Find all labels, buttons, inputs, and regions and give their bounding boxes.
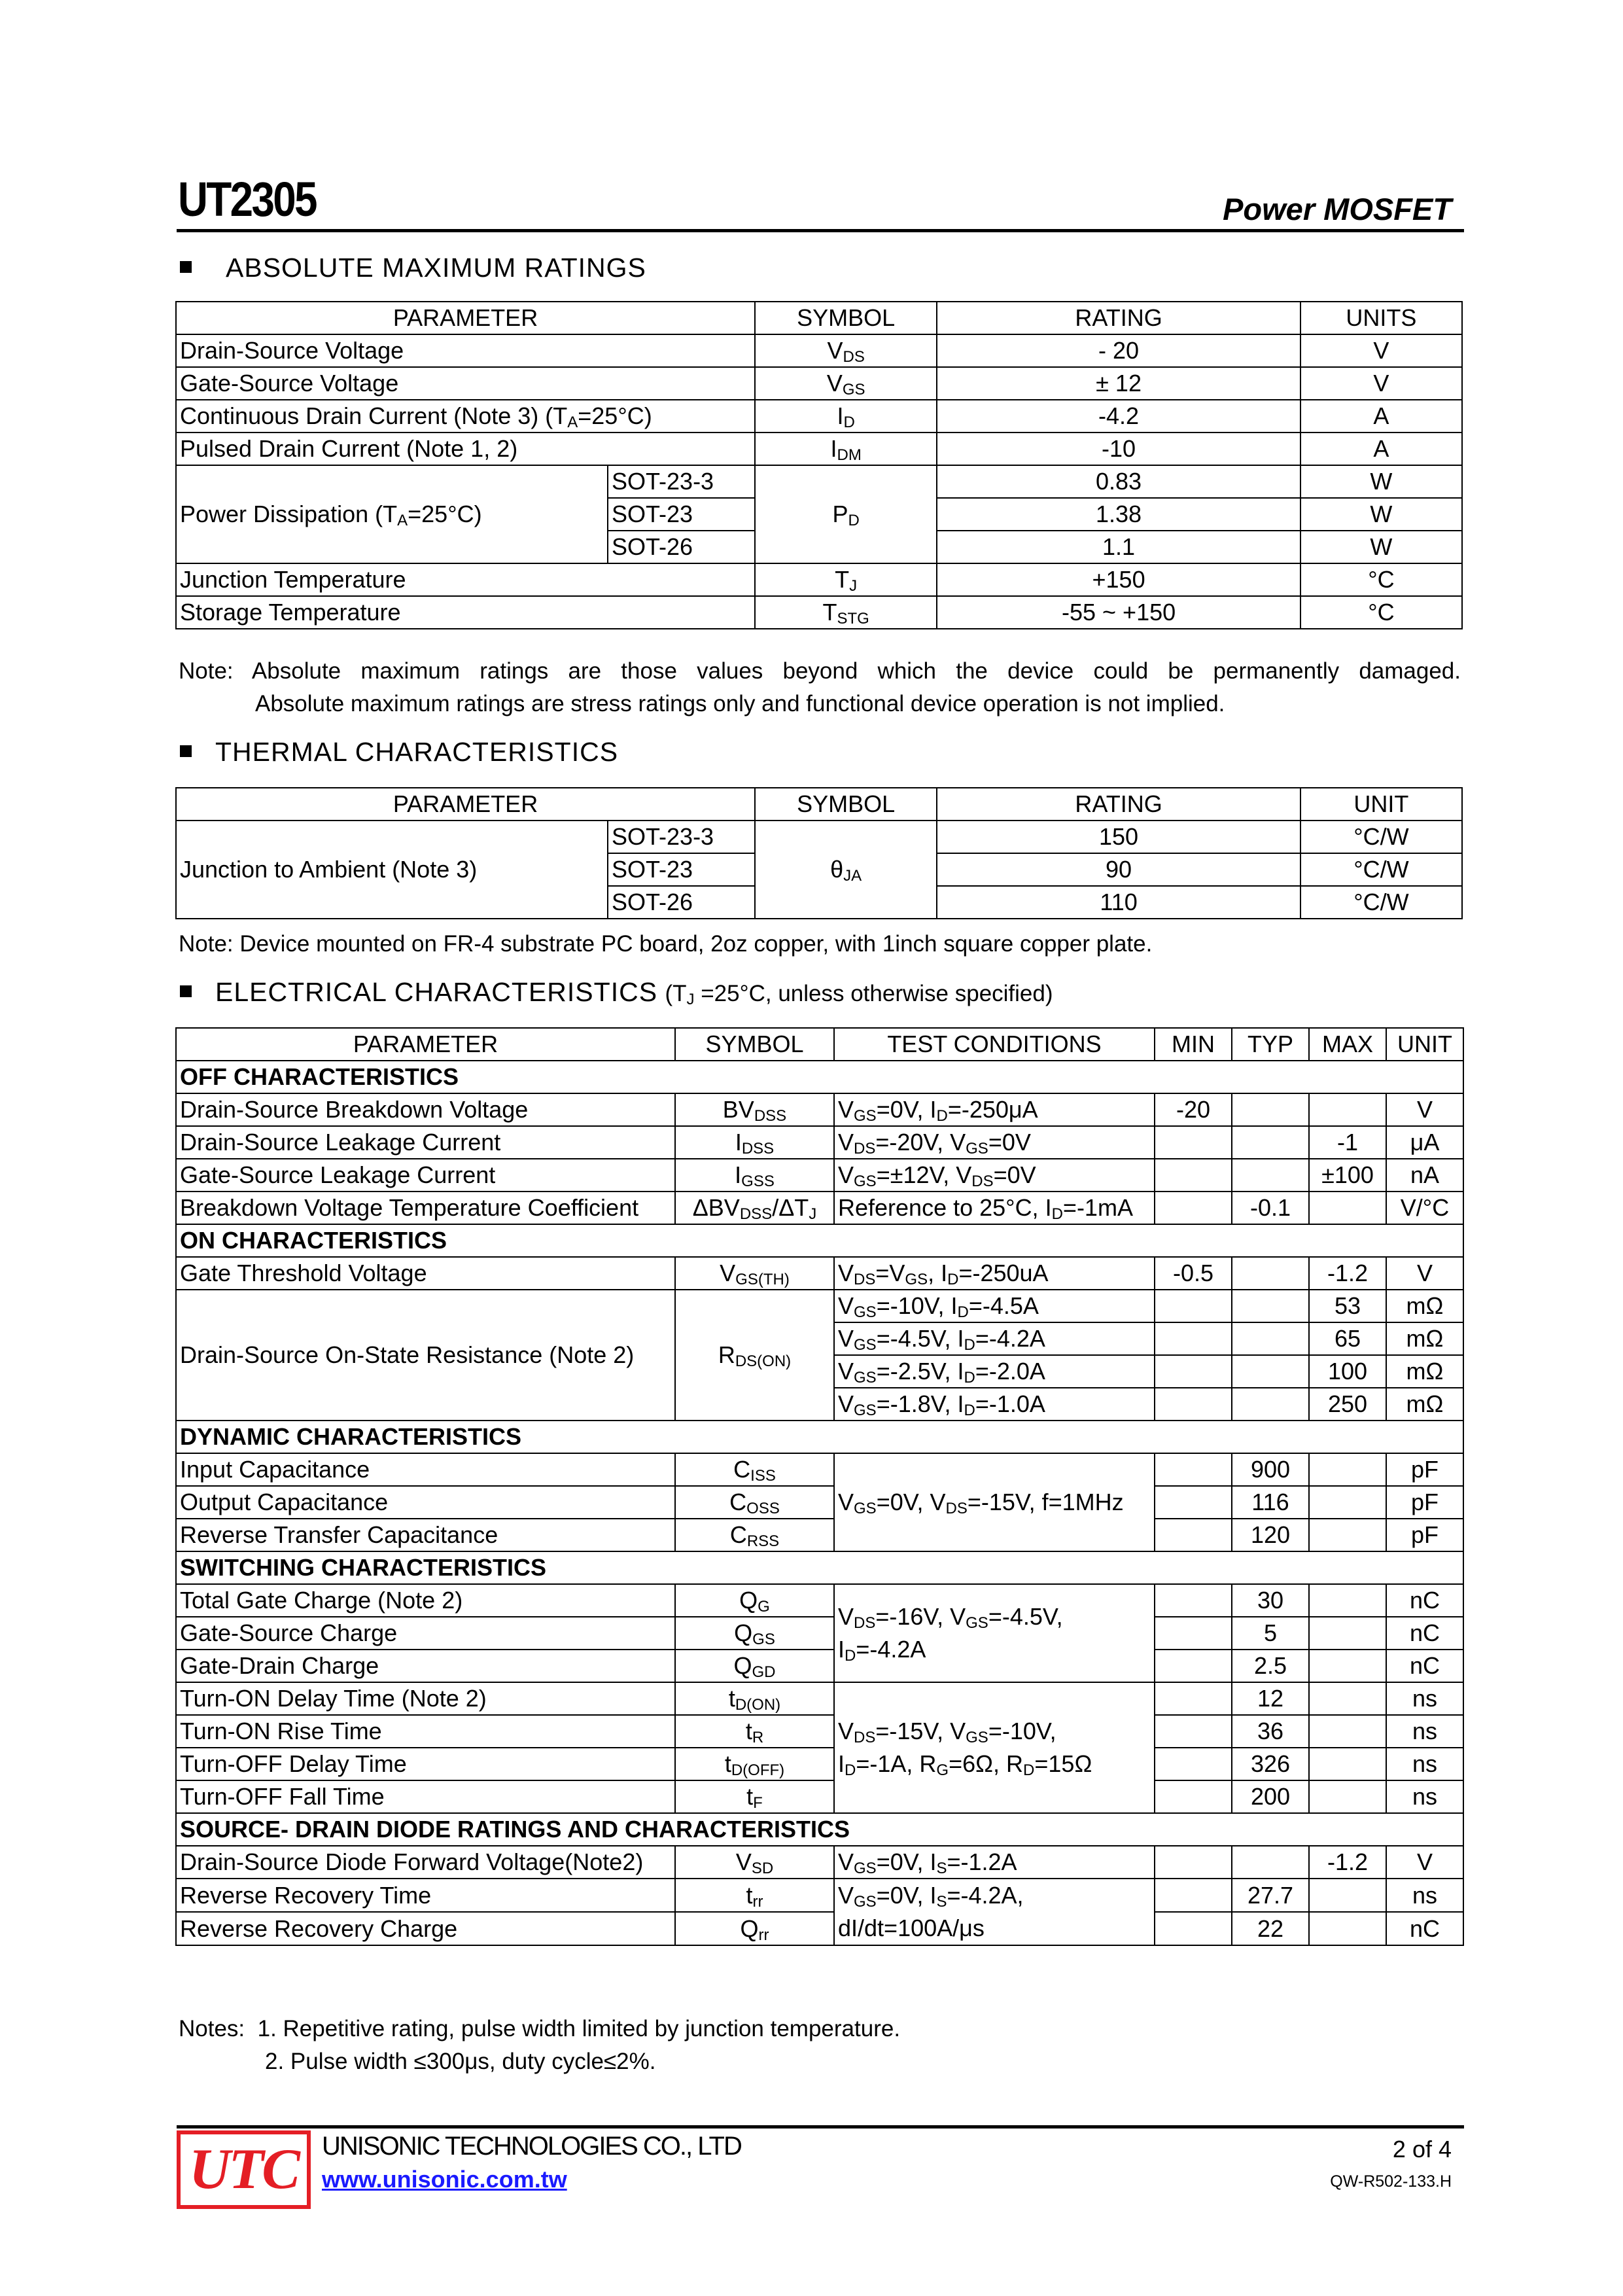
table-row: Gate Threshold Voltage $V_{GS(TH)}$ $V_{DS}=V_{GS}$, $I_D=-250uA$ -0.5 -1.2 V <box>176 1257 1463 1290</box>
table-header-row: PARAMETER SYMBOL RATING UNITS <box>176 302 1462 334</box>
table-row: Drain-Source Voltage $V_{DS}$ - 20 V <box>176 334 1462 367</box>
category-row-on: ON CHARACTERISTICS <box>176 1224 1463 1257</box>
bullet-icon <box>180 261 192 273</box>
bullet-icon <box>180 985 192 997</box>
part-number: UT2305 <box>178 172 316 226</box>
section-title-electrical: ELECTRICAL CHARACTERISTICS ($T_J =25^\circ C$, unless otherwise specified) <box>180 977 1053 1008</box>
table-row: SOT-26 1.1 W <box>176 531 1462 563</box>
table-row: Reverse Transfer Capacitance $C_{RSS}$ 120 pF <box>176 1519 1463 1551</box>
table-row: Junction to Ambient (Note 3) SOT-23-3 $\theta_{JA}$ 150 °C/W <box>176 821 1462 853</box>
company-name: UNISONIC TECHNOLOGIES CO., LTD <box>322 2132 741 2161</box>
electrical-note-1: Notes: 1. Repetitive rating, pulse width limited by junction temperature. <box>179 2016 901 2041</box>
category-row-off: OFF CHARACTERISTICS <box>176 1061 1463 1093</box>
table-row: Power Dissipation $(T_A=25^\circ C)$ SOT-23-3 $P_D$ 0.83 W <box>176 465 1462 498</box>
table-row: Drain-Source On-State Resistance (Note 2) $R_{DS(ON)}$ $V_{GS}=-10V$, $I_D=-4.5A$ 53 mΩ <box>176 1290 1463 1322</box>
absolute-max-table <box>175 301 1463 629</box>
table-row: Turn-OFF Fall Time $t_F$ 200 ns <box>176 1780 1463 1813</box>
category-row-switching: SWITCHING CHARACTERISTICS <box>176 1551 1463 1584</box>
table-row: Gate-Source Charge $Q_{GS}$ 5 nC <box>176 1617 1463 1650</box>
table-row: Turn-OFF Delay Time $t_{D(OFF)}$ 326 ns <box>176 1748 1463 1780</box>
section-title-thermal: THERMAL CHARACTERISTICS <box>180 737 618 768</box>
company-website-link[interactable]: www.unisonic.com.tw <box>322 2166 567 2193</box>
table-row: Turn-ON Rise Time $t_R$ 36 ns <box>176 1715 1463 1748</box>
category-row-dynamic: DYNAMIC CHARACTERISTICS <box>176 1421 1463 1453</box>
table-row: Drain-Source Diode Forward Voltage(Note2) $V_{SD}$ $V_{GS}=0V$, $I_S=-1.2A$ -1.2 V <box>176 1846 1463 1879</box>
document-number: QW-R502-133.H <box>1330 2172 1452 2191</box>
absolute-max-note-line-2: Absolute maximum ratings are stress ratings only and functional device operation is not implied. <box>255 691 1225 716</box>
table-row: Output Capacitance $C_{OSS}$ 116 pF <box>176 1486 1463 1519</box>
thermal-table <box>175 787 1463 919</box>
category-row-diode: SOURCE- DRAIN DIODE RATINGS AND CHARACTERISTICS <box>176 1813 1463 1846</box>
table-row: Junction Temperature $T_J$ +150 °C <box>176 563 1462 596</box>
bullet-icon <box>180 745 192 757</box>
table-row: Total Gate Charge (Note 2) $Q_G$ $V_{DS}=-16V$, $V_{GS}=-4.5V$, $I_D=-4.2A$ 30 nC <box>176 1584 1463 1617</box>
table-row: Turn-ON Delay Time (Note 2) $t_{D(ON)}$ $V_{DS}=-15V$, $V_{GS}=-10V$, $I_D=-1A$, $R_G=6\Omega$, $R_D=15\Omega$ 12 ns <box>176 1682 1463 1715</box>
table-row: Input Capacitance $C_{ISS}$ $V_{GS}=0V$, $V_{DS}=-15V$, f=1MHz 900 pF <box>176 1453 1463 1486</box>
header-rule <box>177 229 1464 232</box>
product-type: Power MOSFET <box>1223 192 1452 226</box>
table-row: Reverse Recovery Time $t_{rr}$ $V_{GS}=0V$, $I_S=-4.2A$, dI/dt=100A/μs 27.7 ns <box>176 1879 1463 1912</box>
table-header-row: PARAMETER SYMBOL RATING UNIT <box>176 788 1462 821</box>
table-row: $V_{GS}=-4.5V$, $I_D=-4.2A$ 65 mΩ <box>176 1322 1463 1355</box>
table-row: SOT-23 1.38 W <box>176 498 1462 531</box>
table-row: SOT-26 110 °C/W <box>176 886 1462 919</box>
electrical-note-2: 2. Pulse width ≤300μs, duty cycle≤2%. <box>265 2049 656 2074</box>
table-row: Continuous Drain Current (Note 3) $(T_A=25^\circ C)$ $I_D$ -4.2 A <box>176 400 1462 433</box>
page-number: 2 of 4 <box>1392 2136 1452 2163</box>
table-row: $V_{GS}=-1.8V$, $I_D=-1.0A$ 250 mΩ <box>176 1388 1463 1421</box>
table-row: Drain-Source Leakage Current $I_{DSS}$ $V_{DS}=-20V$, $V_{GS}=0V$ -1 μA <box>176 1126 1463 1159</box>
electrical-table <box>175 1027 1464 1946</box>
table-row: Gate-Drain Charge $Q_{GD}$ 2.5 nC <box>176 1650 1463 1682</box>
table-row: SOT-23 90 °C/W <box>176 853 1462 886</box>
absolute-max-note-line-1: Note: Absolute maximum ratings are those values beyond which the device could be permanently damaged. <box>179 658 1461 684</box>
thermal-note: Note: Device mounted on FR-4 substrate PC board, 2oz copper, with 1inch square copper plate. <box>179 931 1153 957</box>
section-title-absolute-max: ABSOLUTE MAXIMUM RATINGS <box>180 253 646 283</box>
table-row: Breakdown Voltage Temperature Coefficient $\Delta BV_{DSS}/\Delta T_J$ Reference to 25°C, $I_D=-1mA$ -0.1 V/°C <box>176 1192 1463 1224</box>
table-row: Gate-Source Leakage Current $I_{GSS}$ $V_{GS}=\pm 12V$, $V_{DS}=0V$ ±100 nA <box>176 1159 1463 1192</box>
electrical-conditions: ($T_J =25^\circ C$, unless otherwise specified) <box>665 981 1053 1008</box>
table-row: Drain-Source Breakdown Voltage $BV_{DSS}$ $V_{GS}=0V$, $I_D=-250\mu A$ -20 V <box>176 1093 1463 1126</box>
footer-rule <box>177 2125 1464 2128</box>
table-row: $V_{GS}=-2.5V$, $I_D=-2.0A$ 100 mΩ <box>176 1355 1463 1388</box>
table-header-row: PARAMETER SYMBOL TEST CONDITIONS MIN TYP MAX UNIT <box>176 1028 1463 1061</box>
table-row: Gate-Source Voltage $V_{GS}$ ± 12 V <box>176 367 1462 400</box>
table-row: Pulsed Drain Current (Note 1, 2) $I_{DM}$ -10 A <box>176 433 1462 465</box>
table-row: Storage Temperature $T_{STG}$ -55 ~ +150 °C <box>176 596 1462 629</box>
table-row: Reverse Recovery Charge $Q_{rr}$ 22 nC <box>176 1912 1463 1945</box>
utc-logo: UTC <box>177 2130 311 2209</box>
